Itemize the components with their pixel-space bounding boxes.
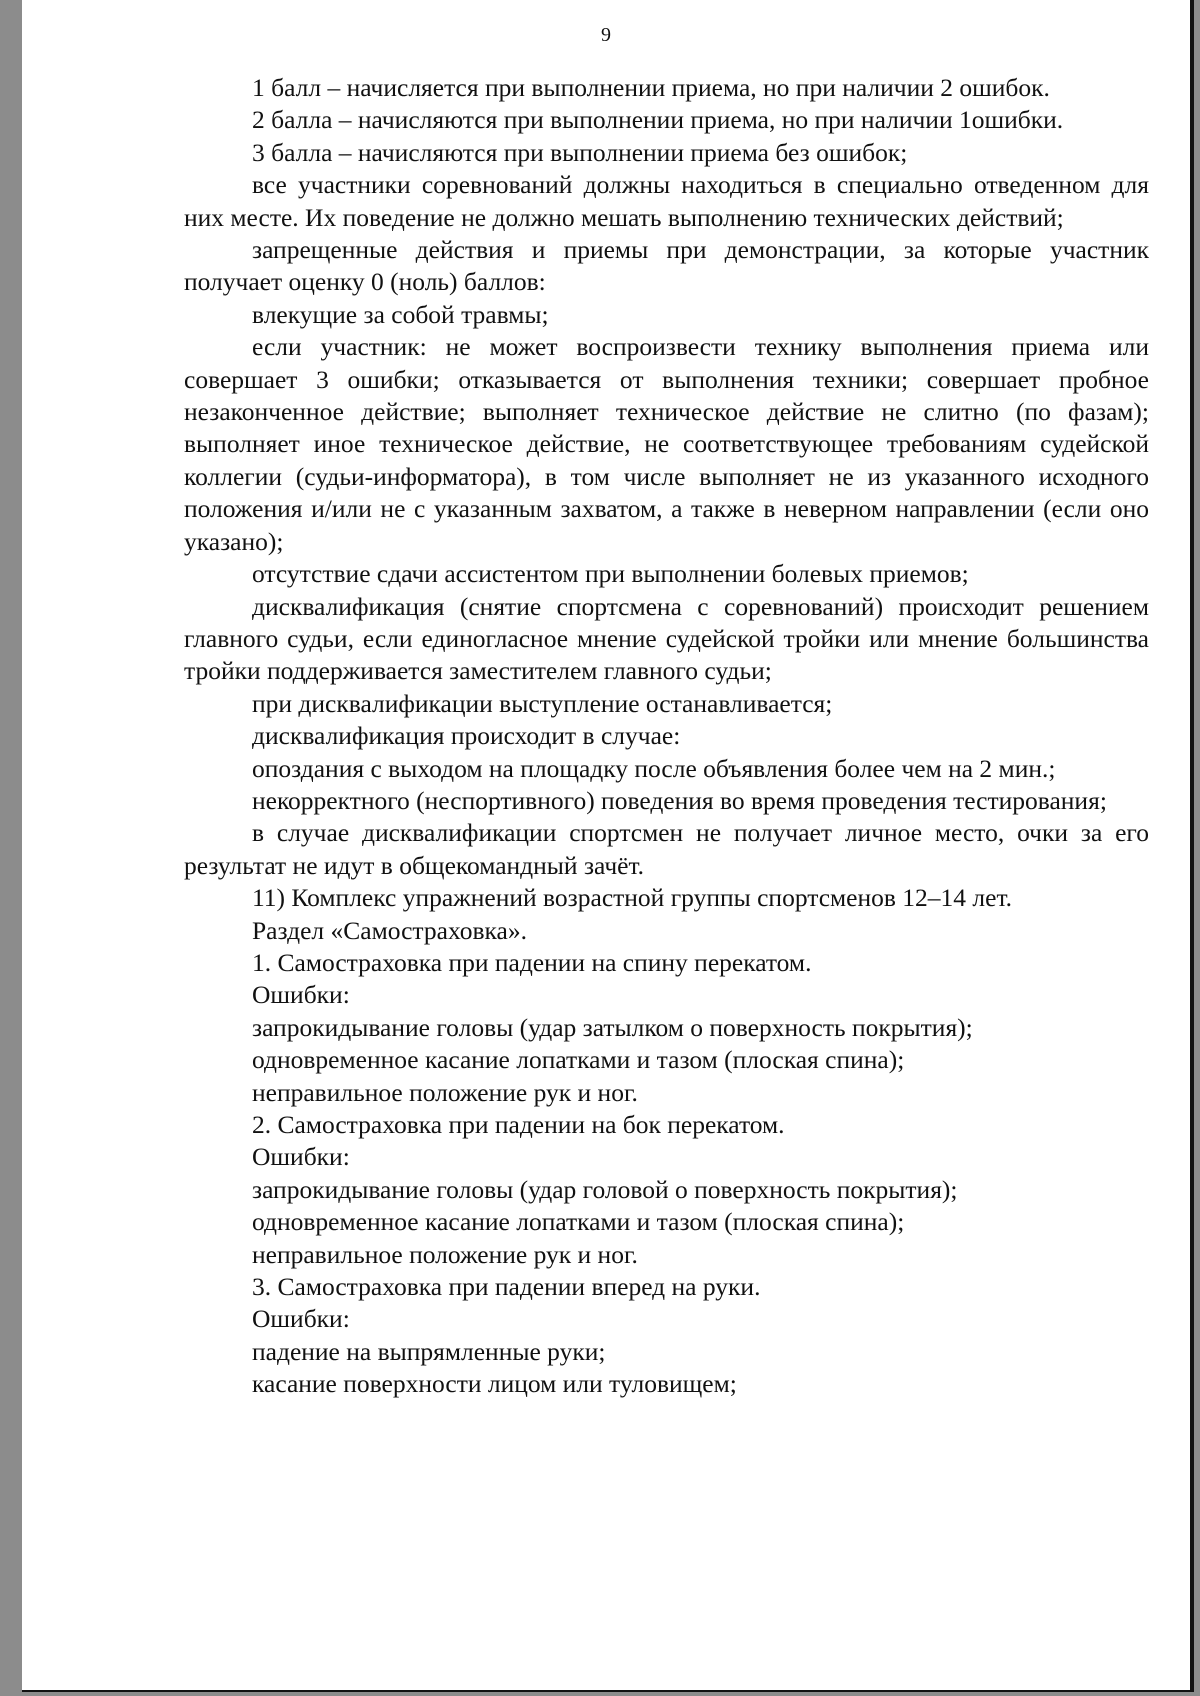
- paragraph: если участник: не может воспроизвести технику выполнения приема или совершает 3 ошибки; отказывается от выполнения техники; совершает пробное незаконченное действие; выполняет техническое действие не слитно (по фазам); выполняет иное техническое действие, не соответствующее требованиям судейской коллегии (судьи-информатора), в том числе выполняет не из указанного исходного положения и/или не с указанным захватом, а также в неверном направлении (если оно указано);: [184, 332, 1149, 556]
- document-body: [184, 72, 1149, 1401]
- errors-label: Ошибки:: [252, 1142, 350, 1172]
- paragraph: 3 балла – начисляются при выполнении приема без ошибок;: [252, 137, 908, 167]
- error-item: одновременное касание лопатками и тазом (плоская спина);: [252, 1207, 905, 1237]
- paragraph: 2 балла – начисляются при выполнении приема, но при наличии 1ошибки.: [252, 105, 1064, 135]
- paragraph: опоздания с выходом на площадку после объявления более чем на 2 мин.;: [252, 753, 1056, 783]
- paragraph: отсутствие сдачи ассистентом при выполнении болевых приемов;: [252, 559, 969, 589]
- page-number: 9: [601, 24, 611, 46]
- document-page: [22, 0, 1194, 1692]
- exercise-item: 2. Самостраховка при падении на бок перекатом.: [252, 1110, 785, 1139]
- exercise-item: 3. Самостраховка при падении вперед на руки.: [252, 1272, 761, 1302]
- paragraph: дисквалификация происходит в случае:: [252, 721, 681, 751]
- error-item: запрокидывание головы (удар затылком о поверхность покрытия);: [252, 1012, 973, 1042]
- exercise-item: 1. Самостраховка при падении на спину перекатом.: [252, 947, 812, 977]
- error-item: неправильное положение рук и ног.: [252, 1239, 638, 1269]
- section-title: Раздел «Самостраховка».: [252, 915, 527, 945]
- paragraph: некорректного (неспортивного) поведения во время проведения тестирования;: [252, 785, 1107, 815]
- paragraph: все участники соревнований должны находиться в специально отведенном для них месте. Их поведение не должно мешать выполнению технических действий;: [184, 170, 1149, 232]
- errors-label: Ошибки:: [252, 980, 350, 1010]
- paragraph: дисквалификация (снятие спортсмена с соревнований) происходит решением главного судьи, если единогласное мнение судейской тройки или мнение большинства тройки поддерживается заместителем главного судьи;: [184, 591, 1149, 686]
- error-item: запрокидывание головы (удар головой о поверхность покрытия);: [252, 1174, 958, 1204]
- section-heading: 11) Комплекс упражнений возрастной группы спортсменов 12–14 лет.: [252, 883, 1013, 913]
- error-item: падение на выпрямленные руки;: [252, 1336, 606, 1366]
- errors-label: Ошибки:: [252, 1304, 350, 1334]
- paragraph: в случае дисквалификации спортсмен не получает личное место, очки за его результат не идут в общекомандный зачёт.: [184, 818, 1149, 880]
- paragraph: запрещенные действия и приемы при демонстрации, за которые участник получает оценку 0 (ноль) баллов:: [184, 235, 1149, 297]
- error-item: неправильное положение рук и ног.: [252, 1077, 638, 1107]
- paragraph: при дисквалификации выступление останавливается;: [252, 688, 833, 718]
- error-item: касание поверхности лицом или туловищем;: [252, 1369, 737, 1399]
- paragraph: влекущие за собой травмы;: [252, 299, 549, 329]
- paragraph: 1 балл – начисляется при выполнении приема, но при наличии 2 ошибок.: [252, 73, 1050, 102]
- error-item: одновременное касание лопатками и тазом (плоская спина);: [252, 1045, 905, 1075]
